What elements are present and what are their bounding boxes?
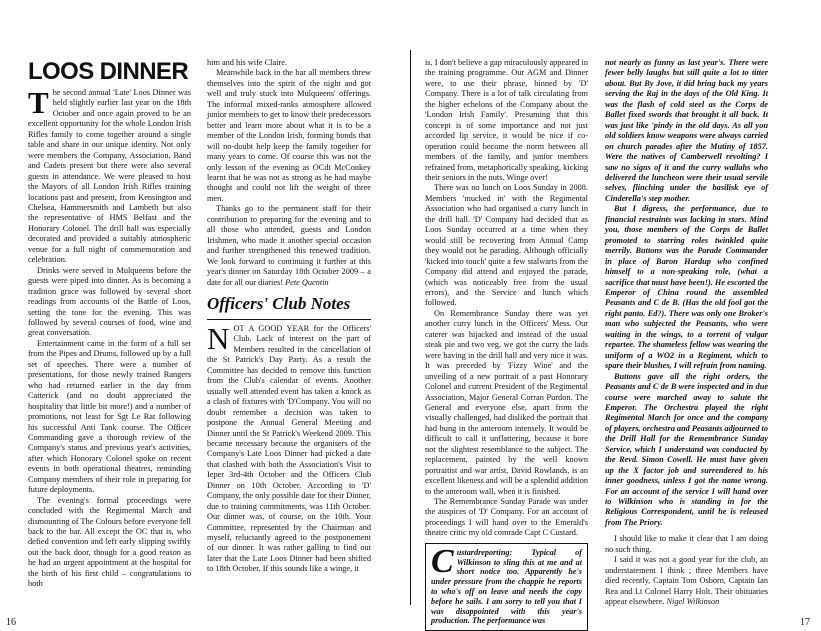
paragraph: I said it was not a good year for the club, an understatement I think ; three Members have died recently, Captain Tom Osborn, Captain Ian Rea and Lt Colonel Harry Holt. Their obituaries appear elsewhere. Nigel Wilkinson	[605, 555, 768, 607]
paragraph: The evening's formal proceedings were concluded with the Regimental March and dismounting of The Colours before everyone fell back to the bar. All except the OC that is, who defied convention and left early slipping swiftly out the back door, though for a good reason as he had an urgent appointment at the hospital for the birth of his first child – congratulations to both	[28, 495, 191, 589]
paragraph: NOT A GOOD YEAR for the Officers' Club. Lack of interest on the part of Members resulted in the cancellation of the St Patrick's Day Party. As a result the Committee has decided to remove this function from the Club's calendar of events. Another usually well attended event has taken a knock as a clash of fixtures with 'D'Company. You will no doubt remember a decision was taken to postpone the Annual General Meeting and Dinner until the St Patrick's Weekend 2009. This became necessary because the organisers of the Company's Late Loos Dinner had picked a date that clashed with both the Association's Visit to Ieper 3rd-4th October and the Officers Club Dinner on 10th October. According to 'D' Company, the only possible date for their Dinner, due to training commitments, was 11th October. Our dinner was, of course, on the 10th. Your Committee, represented by the Chairman and myself, reluctantly agreed to the postponement of our dinner. It was rather galling to find out later that the Late Loos Dinner had been shifted to 18th October. If this sounds like a winge, it	[207, 320, 371, 574]
paragraph: Meanwhile back in the bar all members threw themselves into the spirit of the night and got well and truly stuck into Mulqueens' offerings. The informal mixed-ranks atmosphere allowed junior members to get to know their predecessors better and learn more about what it is to be a member of the London Irish, forming bonds that will no-doubt help keep the family together for many years to come. Of course this was not the only lesson of the evening as OCdt McConkey learnt that he was not as strong as he had maybe thought and could not lift the weight of three men.	[207, 68, 371, 203]
paragraph: There was no lunch on Loos Sunday in 2008. Members 'mucked in' with the Regimental Association who had organised a curry lunch in the drill hall. 'D' Company had decided that as Loos Sunday occurred at a time when they would still be recovering from Annual Camp they would not be parading. Although officially 'kicked into touch' quite a few stalwarts from the Company did attend and enjoyed the parade, (which was noticeably free from the usual errors), and the Service and lunch which followed.	[425, 183, 588, 308]
column-4	[605, 58, 768, 608]
paragraph: On Remembrance Sunday there was yet another curry lunch in the Officers' Mess. Our caterer was hijacked and instead of the usual steak pie and two veg, we got the curry the lads were having in the drill hall and very nice it was. It was preceded by 'Fizzy Wine' and the unveiling of a new portrait of a past Honorary Colonel and current President of the Regimental Association, Major General Corran Purdon. The General and everyone else, apart from the visually challenged, had disliked the portrait that had hung in the anteroom intensely. It would be difficult to call it unflattering, because it bore not the slightest resemblance to the subject. The replacement, painted by the well known portraitist and war artist, David Rowlands, is an excellent likeness and will be a splendid addition to the anteroom wall, when it is finished.	[425, 308, 588, 496]
column-3	[425, 58, 588, 631]
paragraph: Buttons gave all the right orders, the Peasants and C de B were inspected and in due course were marched away to salute the Emperor. The Orchestra played the right Regimental March for once and the company of players, orchestra and Peasants adjourned to the Drill Hall for the Remembrance Sunday Service, which I understand was conducted by the Revd. Simon Cowell. He must have given up the X factor job and surrendered to his inner goodness, unless I got the name wrong. For an account of the service I will hand over to Wilkinson who is standing in for the Religious Correspondent, until he is released from The Priory.	[605, 371, 768, 527]
paragraph: Entertainment came in the form of a full set from the Pipes and Drums, followed up by a full set of speeches. There were a number of presentations, for those newly trained Rangers who had returned earlier in the day from Catterick (and no doubt appreciated the hospitality that little bit more!) and a number of promotions, not least for Sgt Le Rat following his successful Anti Tank course. The Officer Commanding gave a thorough review of the Company's status and previous year's activities, after which Honorary Colonel spoke on recent events in both operational theatres, reminding Company members of their role in preparing for future deployments.	[28, 338, 191, 495]
article-title-loos-dinner: LOOS DINNER	[28, 58, 189, 85]
paragraph: is. I don't believe a gap miraculously appeared in the training programme. Our AGM and Dinner were, to use their phrase, binned by 'D' Company. There is a lot of talk circulating from the higher echelons of the Company about the 'London Irish Family'. Presuming that this concept is of some importance and not just accorded lip service, it would be nice if co-operation could become the norm between all members of the family, and junior members refrained from, metaphorically speaking, kicking their seniors in the nuts. Winge over!	[425, 58, 588, 182]
custard-report-box	[425, 543, 588, 631]
drop-cap: C	[431, 542, 454, 580]
paragraph: him and his wife Claire.	[207, 58, 287, 67]
paragraph: The second annual 'Late' Loos Dinner was held slightly earlier last year on the 18th October and once again proved to be an excellent opportunity for the whole London Irish Rifles family to come together around a single table and share in our unique identity. Not only were members the Company, Association, Band and Cadets present but there were also several guests in attendance. We were pleased to host the Mayors of all London Irish Rifles training locations past and present, from Kensington and Chelsea, Hammersmith and Lambeth but also the representative of HMS Belfast and the Honorary Colonel. The drill hall was especially decorated and provided a suitably atmospheric venue for a full night of commemoration and celebration.	[28, 85, 191, 265]
divider	[207, 319, 371, 320]
author-byline: Pete Quentin	[285, 277, 329, 287]
page-number-left: 16	[6, 617, 16, 628]
column-2	[207, 58, 371, 575]
author-byline: Nigel Wilkinson	[666, 597, 720, 607]
paragraph: Custardreporting: Typical of Wilkinson to sling this at me and at short notice too. Apparently he's under pressure from the chappie he reports to who's off on leave and needs the copy before he sails. I am sorry to tell you that I was disappointed with this year's production. The performance was	[431, 542, 582, 626]
paragraph: Drinks were served in Mulqueens before the guests were piped into dinner. As is becoming a tradition grace was followed by several short readings from accounts of the Battle of Loos, setting the tone for the evening. This was followed by several courses of food, wine and great conversation.	[28, 265, 191, 338]
paragraph: The Remembrance Sunday Parade was under the auspices of 'D' Company. For an account of proceedings I will hand over to the Emerald's theatre critic my old comrade Capt C Custard.	[425, 497, 588, 538]
page-number-right: 17	[800, 617, 810, 628]
article-title-officers-club: Officers' Club Notes	[207, 293, 351, 313]
paragraph: But I digress, the performance, due to financial restraints was lacking in stars. Mind you, those members of the Corps de Ballet promoted to starring roles twinkled quite merrily. Buttons was the Parade Commander in place of Baron Hardup who confined himself to a non-speaking role, (what a sacrifice that must have been!). He escorted the Emperor of China round the assembled Peasants and C de B. (Has the old fool got the right panto. Ed?). There was only one Broker's man who subjected the Peasants, who were waiting in the wings, to a torrent of vulgar repartee. The shameless fellow was wearing the uniform of a WO2 in a Regiment, which to spare their blushes, I will refrain from naming.	[605, 204, 768, 371]
paragraph: Thanks go to the permanent staff for their contribution to preparing for the evening and to all those who attended, guests and London Irishmen, who made it another special occasion and further strengthened this renewed tradition. We look forward to continuing it further at this year's dinner on Saturday 18th October 2009 – a date for all our diaries! Pete Quentin	[207, 204, 371, 287]
column-1	[28, 60, 191, 590]
page-gutter	[410, 50, 411, 605]
paragraph: not nearly as funny as last year's. There were fewer belly laughs but still quite a lot to titter about. But By Jove, it did bring back my years serving the Raj in the days of the Old King. It was the flash of cold steel as the Corps de Ballet fixed swords that brought it all back. It was just like 'pindy in the old days. As all you old soldiers know weapons were always carried on church parades after the Mutiny of 1857. Were the natives of Camberwell revolting? I saw no signs of it and the curry wallahs who delivered the luncheon were their usual servile selves, flinching under the basilisk eye of Cinderella's step mother.	[605, 58, 768, 203]
drop-cap: T	[28, 85, 49, 120]
drop-cap: N	[207, 320, 230, 356]
paragraph: I should like to make it clear that I am doing no such thing.	[605, 534, 768, 554]
